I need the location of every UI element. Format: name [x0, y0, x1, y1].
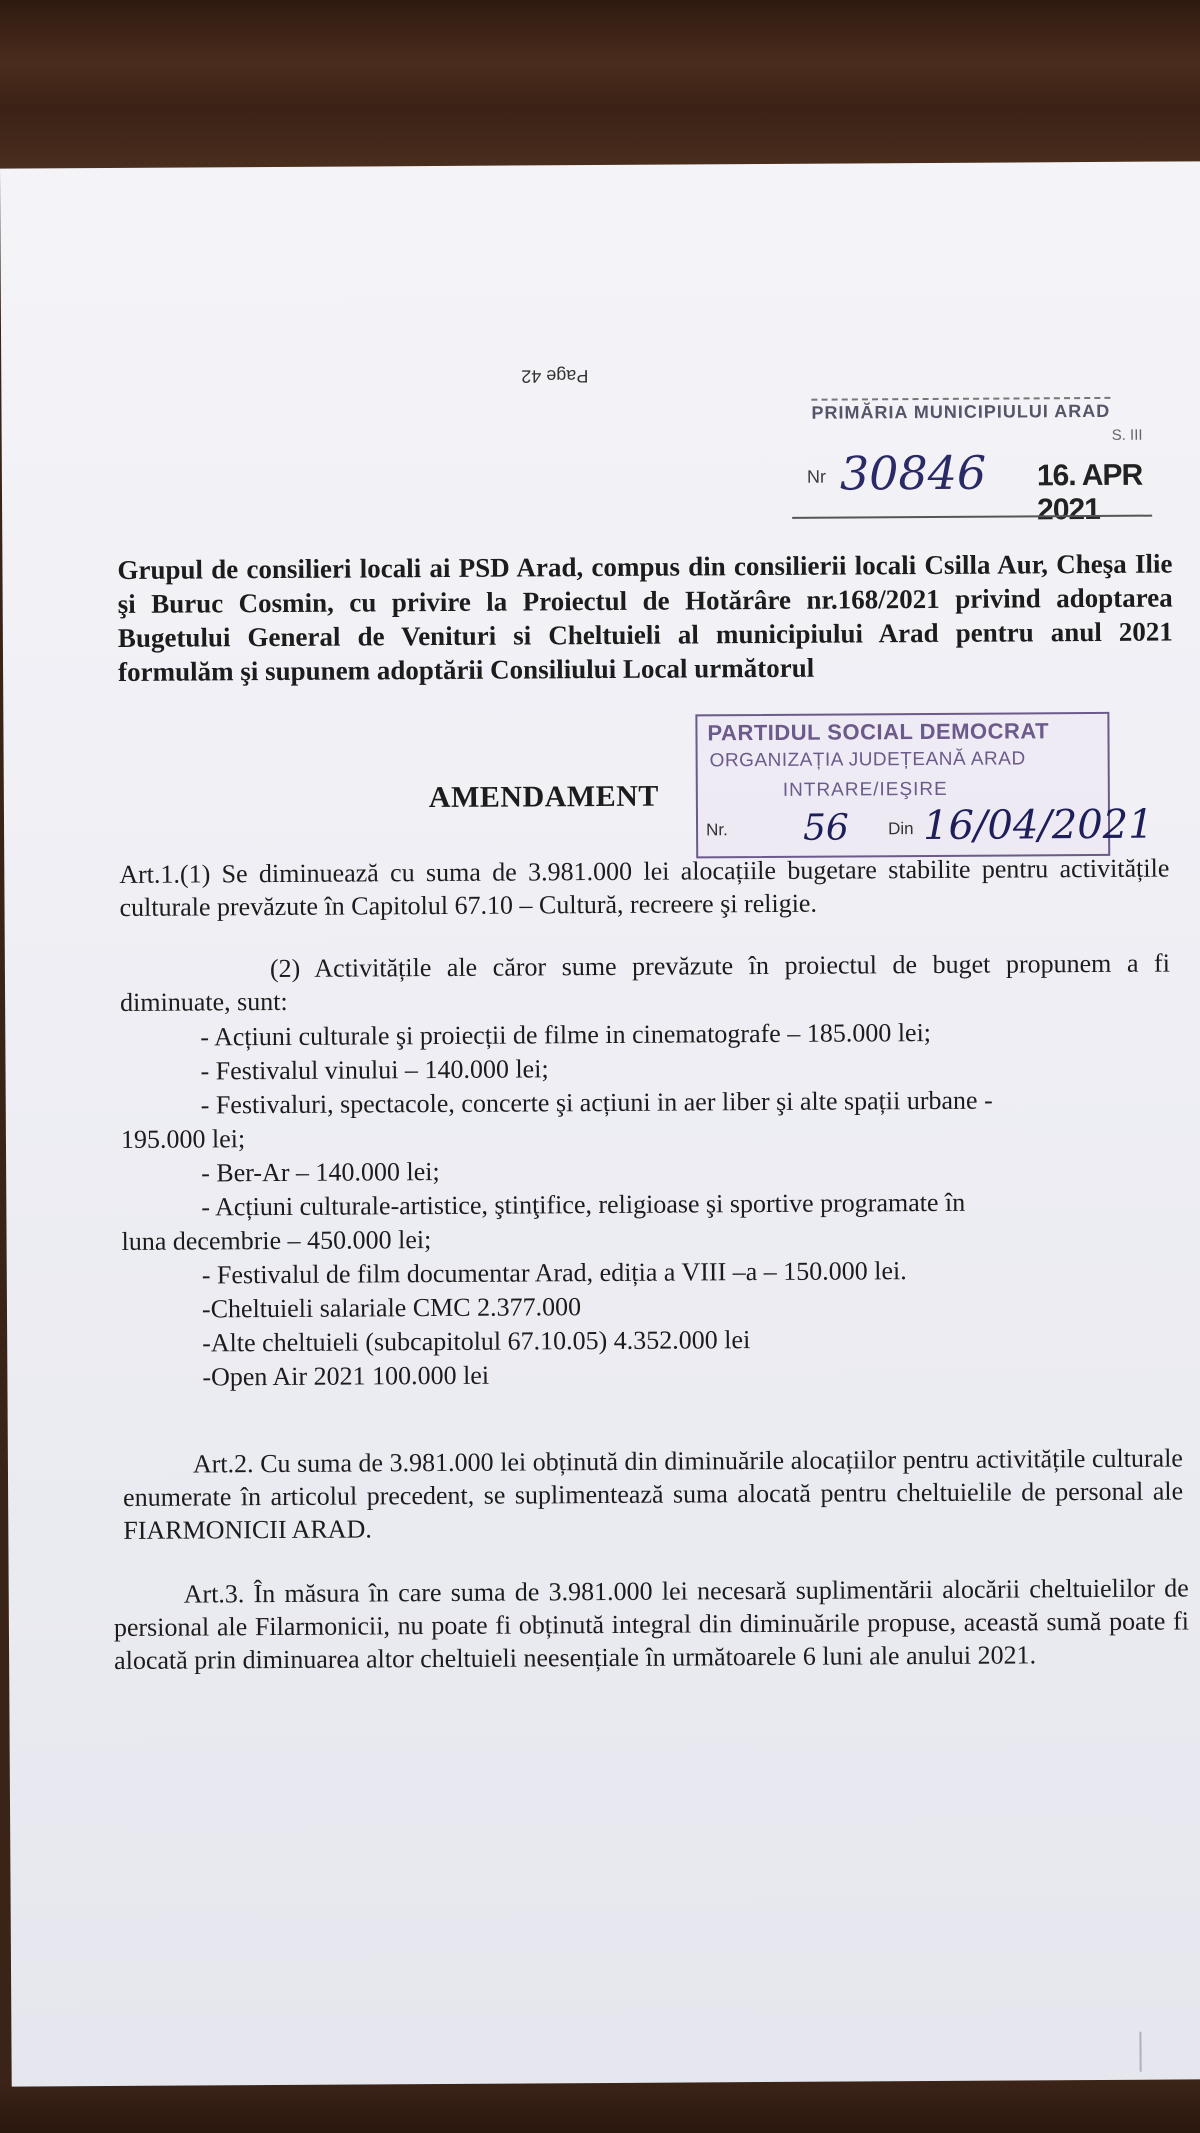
party-stamp-direction: INTRARE/IEŞIRE [782, 778, 948, 801]
reduction-item-text: -Cheltuieli salariale CMC 2.377.000 [201, 1292, 582, 1324]
party-stamp-nr-handwritten: 56 [802, 807, 849, 849]
reduction-item-text: - Acțiuni culturale şi proiecții de filme in cinematografe – 185.000 lei; [200, 1017, 932, 1052]
reduction-item-continuation: luna decembrie – 450.000 lei; [121, 1225, 432, 1256]
article-3-paragraph [114, 1571, 1190, 1677]
article-1-paragraph-2 [120, 947, 1170, 1019]
party-stamp [695, 712, 1154, 859]
reduction-item-text: - Festivalul vinului – 140.000 lei; [200, 1054, 549, 1086]
wooden-table-bottom [0, 2080, 1200, 2133]
registry-stamp-nr-handwritten: 30846 [839, 445, 987, 501]
reduction-item-text: - Festivaluri, spectacole, concerte şi acțiuni in aer liber şi alte spații urbane - [200, 1085, 993, 1120]
party-stamp-nr-label: Nr. [706, 820, 728, 840]
party-stamp-name: PARTIDUL SOCIAL DEMOCRAT [707, 718, 1050, 746]
registry-stamp-date: 16. APR 2021 [1036, 458, 1143, 527]
article-3-text: Art.3. În măsura în care suma de 3.981.000 lei necesară suplimentării alocării cheltuielilor de persional ale Filarmonicii, nu poate fi obținută integral din diminuările propuse, această sumă poate fi alocată prin diminuarea altor cheltuieli neesențiale în următoarele 6 luni ale anului 2021. [113, 1573, 1189, 1675]
party-stamp-organization: ORGANIZAȚIA JUDEȚEANĂ ARAD [709, 748, 1026, 772]
reduction-item-text: -Alte cheltuieli (subcapitolul 67.10.05) 4.352.000 lei [202, 1325, 751, 1358]
article-2-paragraph [123, 1441, 1184, 1546]
reduction-item-text: - Acțiuni culturale-artistice, ştinţifice, religioase şi sportive programate în [201, 1187, 966, 1222]
reduction-item [121, 1082, 1181, 1156]
page-number: Page 42 [521, 366, 589, 387]
document-title: AMENDAMENT [428, 779, 659, 815]
reduction-items-list [120, 1014, 1182, 1394]
reduction-item-text: - Festivalul de film documentar Arad, ediția a VIII –a – 150.000 lei. [201, 1256, 907, 1290]
reduction-item-continuation: 195.000 lei; [120, 1124, 246, 1154]
article-1-paragraph-1: Art.1.(1) Se diminuează cu suma de 3.981.000 lei alocațiile bugetare stabilite pentru activitățile culturale prevăzute în Capitolul 67.10 – Cultură, recreere şi religie. [119, 853, 1170, 922]
article-1-paragraph-2-text: (2) Activitățile ale căror sume prevăzute în proiectul de buget propunem a fi diminuate, sunt: [120, 948, 1170, 1017]
registry-stamp-nr-label: Nr [806, 466, 826, 487]
registry-stamp [791, 387, 1152, 529]
reduction-item [121, 1184, 1181, 1258]
party-stamp-date-handwritten: 16/04/2021 [922, 801, 1154, 850]
document-page [0, 161, 1200, 2086]
wooden-table-top [0, 0, 1200, 180]
registry-stamp-section: S. III [1111, 426, 1143, 444]
reduction-item-text: - Ber-Ar – 140.000 lei; [201, 1156, 440, 1188]
article-2-text: Art.2. Cu suma de 3.981.000 lei obținută din diminuările alocațiilor pentru activitățile culturale enumerate în articolul precedent, se suplimentează suma alocată pentru cheltuielile de personal ale FIARMONICII ARAD. [123, 1443, 1184, 1545]
party-stamp-din-label: Din [888, 819, 914, 839]
reduction-item [122, 1354, 1182, 1394]
registry-stamp-institution: PRIMĂRIA MUNICIPIULUI ARAD [811, 397, 1110, 424]
reduction-item-text: -Open Air 2021 100.000 lei [202, 1360, 490, 1392]
paper-mark [1139, 2032, 1141, 2072]
intro-paragraph: Grupul de consilieri locali ai PSD Arad, compus din consilierii locali Csilla Aur, Cheşa Ilie şi Buruc Cosmin, cu privire la Proiectul de Hotărâre nr.168/2021 privind adoptarea Bugetului General de Venituri si Cheltuieli al municipiului Arad pentru anul 2021 formulăm şi supunem adoptării Consiliului Local următorul [117, 548, 1173, 687]
